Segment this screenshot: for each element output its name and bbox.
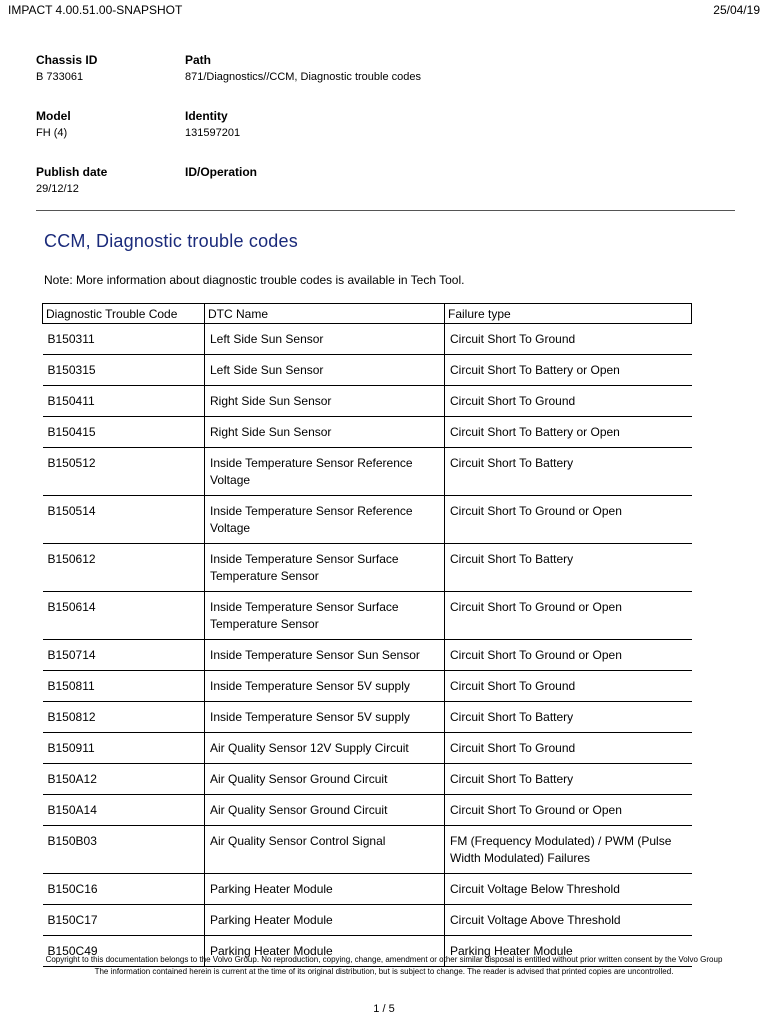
dtc-name-cell: Air Quality Sensor Ground Circuit bbox=[205, 795, 445, 826]
model-value: FH (4) bbox=[36, 127, 68, 139]
identity-field bbox=[185, 108, 240, 141]
failure-type-cell: Circuit Short To Ground or Open bbox=[445, 640, 692, 671]
failure-type-cell: Circuit Short To Battery bbox=[445, 448, 692, 496]
table-row bbox=[43, 733, 692, 764]
failure-type-cell: Circuit Short To Battery bbox=[445, 702, 692, 733]
dtc-code-cell: B150A14 bbox=[43, 795, 205, 826]
dtc-name-cell: Air Quality Sensor 12V Supply Circuit bbox=[205, 733, 445, 764]
dtc-name-cell: Left Side Sun Sensor bbox=[205, 324, 445, 355]
dtc-table bbox=[42, 303, 692, 967]
dtc-name-cell: Air Quality Sensor Ground Circuit bbox=[205, 764, 445, 795]
id-operation-label: ID/Operation bbox=[185, 165, 258, 179]
dtc-name-cell: Inside Temperature Sensor Surface Temperature Sensor bbox=[205, 544, 445, 592]
table-body bbox=[43, 324, 692, 967]
failure-type-cell: Circuit Short To Battery bbox=[445, 764, 692, 795]
failure-type-cell: Circuit Short To Ground bbox=[445, 733, 692, 764]
dtc-name-cell: Inside Temperature Sensor Reference Voltage bbox=[205, 496, 445, 544]
table-header-row bbox=[43, 304, 692, 324]
failure-type-cell: Circuit Short To Ground bbox=[445, 324, 692, 355]
dtc-name-cell: Left Side Sun Sensor bbox=[205, 355, 445, 386]
table-row bbox=[43, 496, 692, 544]
identity-value: 131597201 bbox=[185, 127, 241, 139]
tech-tool-note: Note: More information about diagnostic trouble codes is available in Tech Tool. bbox=[44, 273, 465, 287]
publish-date-label: Publish date bbox=[36, 165, 108, 179]
failure-type-cell: Circuit Voltage Below Threshold bbox=[445, 874, 692, 905]
column-header-code: Diagnostic Trouble Code bbox=[43, 304, 205, 324]
model-label: Model bbox=[36, 109, 71, 123]
print-date: 25/04/19 bbox=[713, 3, 760, 17]
dtc-code-cell: B150512 bbox=[43, 448, 205, 496]
dtc-code-cell: B150411 bbox=[43, 386, 205, 417]
failure-type-cell: Circuit Short To Ground or Open bbox=[445, 592, 692, 640]
dtc-name-cell: Inside Temperature Sensor Surface Temperature Sensor bbox=[205, 592, 445, 640]
failure-type-cell: Circuit Short To Ground or Open bbox=[445, 795, 692, 826]
dtc-code-cell: B150812 bbox=[43, 702, 205, 733]
column-header-failure-type: Failure type bbox=[445, 304, 692, 324]
failure-type-cell: Circuit Voltage Above Threshold bbox=[445, 905, 692, 936]
dtc-name-cell: Air Quality Sensor Control Signal bbox=[205, 826, 445, 874]
identity-label: Identity bbox=[185, 109, 228, 123]
table-row bbox=[43, 671, 692, 702]
dtc-code-cell: B150614 bbox=[43, 592, 205, 640]
dtc-name-cell: Right Side Sun Sensor bbox=[205, 417, 445, 448]
table-row bbox=[43, 355, 692, 386]
failure-type-cell: Parking Heater Module bbox=[445, 936, 692, 967]
dtc-name-cell: Inside Temperature Sensor 5V supply bbox=[205, 702, 445, 733]
table-row bbox=[43, 764, 692, 795]
table-row bbox=[43, 324, 692, 355]
chassis-id-field bbox=[36, 52, 97, 85]
dtc-name-cell: Inside Temperature Sensor Reference Voltage bbox=[205, 448, 445, 496]
table-row bbox=[43, 448, 692, 496]
legal-footer bbox=[30, 954, 738, 978]
dtc-code-cell: B150A12 bbox=[43, 764, 205, 795]
metadata-row bbox=[36, 164, 736, 220]
table-row bbox=[43, 905, 692, 936]
failure-type-cell: Circuit Short To Ground bbox=[445, 671, 692, 702]
dtc-code-cell: B150714 bbox=[43, 640, 205, 671]
publish-date-field bbox=[36, 164, 107, 197]
id-operation-field bbox=[185, 164, 257, 181]
path-value: 871/Diagnostics//CCM, Diagnostic trouble codes bbox=[185, 71, 422, 83]
header-divider bbox=[36, 210, 735, 211]
table-row bbox=[43, 795, 692, 826]
dtc-name-cell: Inside Temperature Sensor Sun Sensor bbox=[205, 640, 445, 671]
dtc-name-cell: Parking Heater Module bbox=[205, 936, 445, 967]
table-row bbox=[43, 874, 692, 905]
failure-type-cell: Circuit Short To Ground or Open bbox=[445, 496, 692, 544]
dtc-code-cell: B150B03 bbox=[43, 826, 205, 874]
dtc-code-cell: B150C16 bbox=[43, 874, 205, 905]
dtc-code-cell: B150C17 bbox=[43, 905, 205, 936]
path-field bbox=[185, 52, 421, 85]
page-number: 1 / 5 bbox=[373, 1003, 395, 1015]
table-row bbox=[43, 826, 692, 874]
metadata-row bbox=[36, 108, 736, 164]
dtc-code-cell: B150311 bbox=[43, 324, 205, 355]
publish-date-value: 29/12/12 bbox=[36, 183, 79, 195]
dtc-code-cell: B150911 bbox=[43, 733, 205, 764]
document-title: CCM, Diagnostic trouble codes bbox=[44, 231, 298, 251]
table-row bbox=[43, 592, 692, 640]
table-row bbox=[43, 544, 692, 592]
app-version: IMPACT 4.00.51.00-SNAPSHOT bbox=[8, 3, 183, 17]
dtc-name-cell: Parking Heater Module bbox=[205, 874, 445, 905]
metadata-row bbox=[36, 52, 736, 108]
failure-type-cell: FM (Frequency Modulated) / PWM (Pulse Width Modulated) Failures bbox=[445, 826, 692, 874]
table-row bbox=[43, 417, 692, 448]
distribution-disclaimer: The information contained herein is current at the time of its original distribution, but is subject to change. The reader is advised that printed copies are uncontrolled. bbox=[94, 967, 674, 976]
dtc-code-cell: B150514 bbox=[43, 496, 205, 544]
column-header-name: DTC Name bbox=[205, 304, 445, 324]
table-row bbox=[43, 386, 692, 417]
dtc-code-cell: B150315 bbox=[43, 355, 205, 386]
dtc-code-cell: B150C49 bbox=[43, 936, 205, 967]
copyright-notice: Copyright to this documentation belongs to the Volvo Group. No reproduction, copying, change, amendment or other similar disposal is entitled without prior written consent by the Volvo Group bbox=[45, 955, 723, 964]
failure-type-cell: Circuit Short To Battery or Open bbox=[445, 417, 692, 448]
document-metadata bbox=[36, 52, 736, 220]
dtc-name-cell: Right Side Sun Sensor bbox=[205, 386, 445, 417]
path-label: Path bbox=[185, 53, 212, 67]
failure-type-cell: Circuit Short To Ground bbox=[445, 386, 692, 417]
dtc-code-cell: B150612 bbox=[43, 544, 205, 592]
chassis-id-label: Chassis ID bbox=[36, 53, 98, 67]
dtc-code-cell: B150811 bbox=[43, 671, 205, 702]
dtc-name-cell: Inside Temperature Sensor 5V supply bbox=[205, 671, 445, 702]
dtc-name-cell: Parking Heater Module bbox=[205, 905, 445, 936]
dtc-code-cell: B150415 bbox=[43, 417, 205, 448]
document-header-bar bbox=[8, 3, 760, 19]
table-row bbox=[43, 702, 692, 733]
chassis-id-value: B 733061 bbox=[36, 71, 84, 83]
failure-type-cell: Circuit Short To Battery or Open bbox=[445, 355, 692, 386]
model-field bbox=[36, 108, 71, 141]
failure-type-cell: Circuit Short To Battery bbox=[445, 544, 692, 592]
table-row bbox=[43, 640, 692, 671]
